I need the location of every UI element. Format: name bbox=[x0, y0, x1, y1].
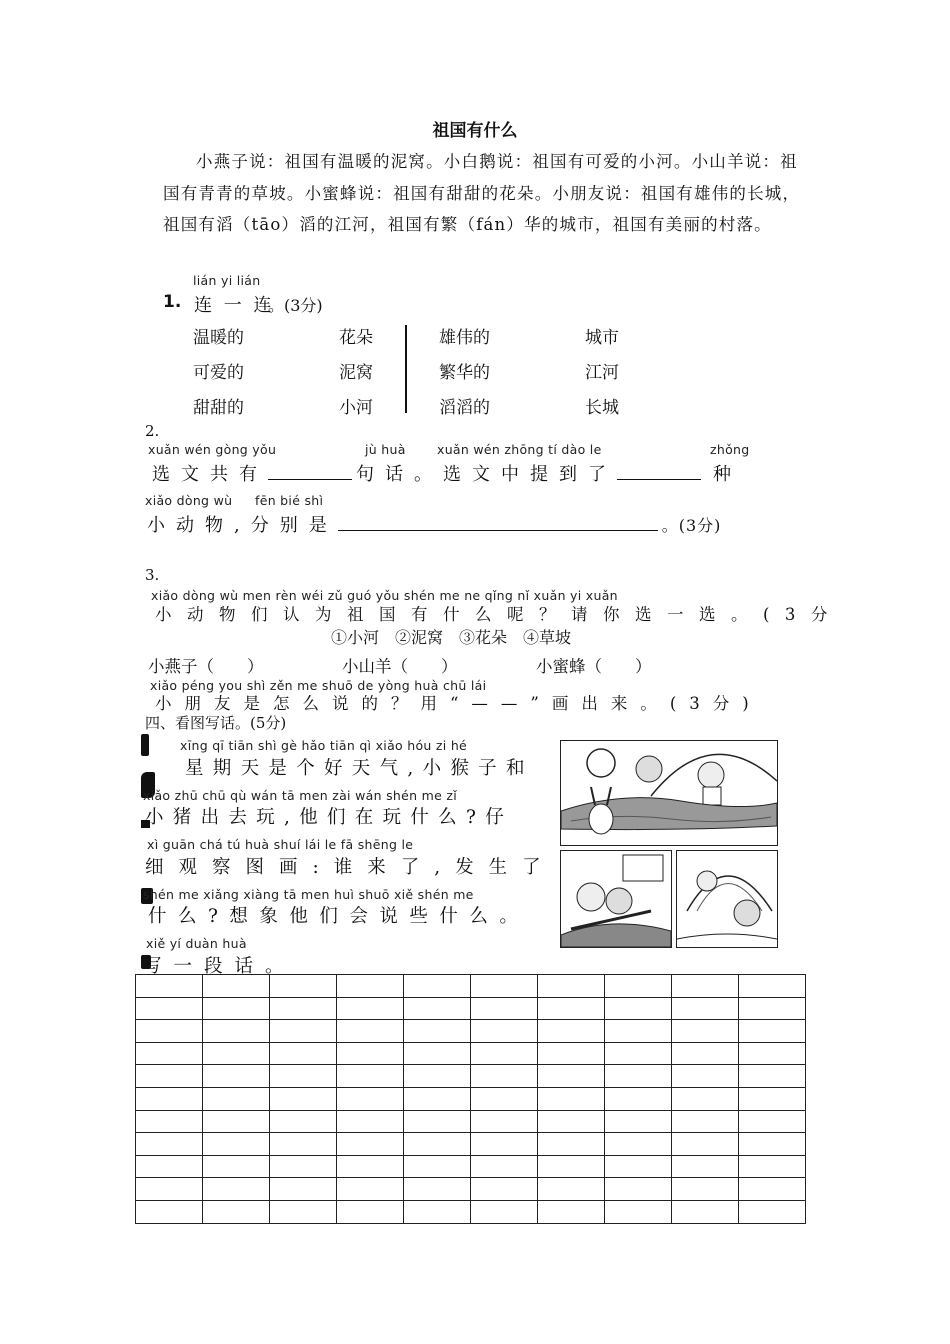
grid-cell[interactable] bbox=[471, 997, 538, 1020]
grid-cell[interactable] bbox=[203, 1087, 270, 1110]
grid-cell[interactable] bbox=[605, 1065, 672, 1088]
grid-cell[interactable] bbox=[605, 1020, 672, 1043]
q2-number: 2. bbox=[145, 422, 160, 440]
grid-cell[interactable] bbox=[404, 1087, 471, 1110]
grid-cell[interactable] bbox=[672, 1110, 739, 1133]
grid-cell[interactable] bbox=[270, 1110, 337, 1133]
grid-cell[interactable] bbox=[270, 1178, 337, 1201]
grid-cell[interactable] bbox=[605, 975, 672, 998]
q1-left-a-1: 温暖的 bbox=[193, 328, 244, 348]
grid-cell[interactable] bbox=[672, 1087, 739, 1110]
grid-cell[interactable] bbox=[404, 1020, 471, 1043]
grid-cell[interactable] bbox=[471, 975, 538, 998]
grid-cell[interactable] bbox=[739, 1065, 806, 1088]
grid-cell[interactable] bbox=[538, 1200, 605, 1223]
grid-cell[interactable] bbox=[404, 1178, 471, 1201]
grid-cell[interactable] bbox=[739, 1178, 806, 1201]
grid-cell[interactable] bbox=[538, 1178, 605, 1201]
q3-pinyin-2: xiǎo péng you shì zěn me shuō de yòng huà chū lái bbox=[150, 678, 487, 693]
q2-pinyin-1a: xuǎn wén gòng yǒu bbox=[148, 442, 277, 457]
q4-pinyin-1: xīng qī tiān shì gè hǎo tiān qì xiǎo hóu zi hé bbox=[180, 738, 468, 753]
q1-left-b-3: 小河 bbox=[339, 398, 373, 418]
q2-pinyin-1d: zhǒng bbox=[710, 442, 750, 457]
q4-line-4: 什么?想象他们会说些什么。 bbox=[148, 906, 530, 927]
grid-cell[interactable] bbox=[270, 1087, 337, 1110]
grid-cell[interactable] bbox=[136, 997, 203, 1020]
grid-cell[interactable] bbox=[337, 1155, 404, 1178]
grid-cell[interactable] bbox=[471, 1200, 538, 1223]
grid-cell[interactable] bbox=[337, 1110, 404, 1133]
grid-cell[interactable] bbox=[270, 997, 337, 1020]
grid-cell[interactable] bbox=[739, 1042, 806, 1065]
grid-cell[interactable] bbox=[471, 1155, 538, 1178]
grid-cell[interactable] bbox=[404, 1155, 471, 1178]
grid-cell[interactable] bbox=[739, 1110, 806, 1133]
grid-cell[interactable] bbox=[136, 1020, 203, 1043]
q2-line-2: 小动物,分别是 。(3分) bbox=[147, 511, 721, 537]
grid-cell[interactable] bbox=[270, 1200, 337, 1223]
q1-number: 1. bbox=[163, 292, 182, 312]
q4-line-2: 小猪出去玩,他们在玩什么?仔 bbox=[145, 807, 513, 828]
grid-cell[interactable] bbox=[337, 997, 404, 1020]
grid-row bbox=[136, 1178, 806, 1201]
grid-cell[interactable] bbox=[136, 1065, 203, 1088]
grid-cell[interactable] bbox=[605, 1200, 672, 1223]
q1-left-b-1: 花朵 bbox=[339, 328, 373, 348]
grid-row bbox=[136, 1155, 806, 1178]
q3-pinyin-1: xiǎo dòng wù men rèn wéi zǔ guó yǒu shén me ne qǐng nǐ xuǎn yi xuǎn bbox=[151, 588, 618, 603]
grid-cell[interactable] bbox=[471, 1042, 538, 1065]
grid-cell[interactable] bbox=[337, 1200, 404, 1223]
grid-cell[interactable] bbox=[538, 1020, 605, 1043]
grid-cell[interactable] bbox=[739, 1020, 806, 1043]
grid-cell[interactable] bbox=[337, 1042, 404, 1065]
grid-cell[interactable] bbox=[739, 975, 806, 998]
grid-cell[interactable] bbox=[739, 1155, 806, 1178]
grid-cell[interactable] bbox=[270, 975, 337, 998]
grid-cell[interactable] bbox=[136, 1133, 203, 1156]
q3-question-1: 小动物们认为祖国有什么呢？请你选一选。(3分 bbox=[155, 605, 843, 624]
grid-row bbox=[136, 1110, 806, 1133]
grid-cell[interactable] bbox=[337, 975, 404, 998]
q2-blank-animals[interactable] bbox=[338, 512, 658, 531]
q4-pinyin-3: xì guān chá tú huà shuí lái le fā shēng le bbox=[147, 837, 414, 852]
grid-cell[interactable] bbox=[270, 1042, 337, 1065]
grid-row bbox=[136, 1133, 806, 1156]
q4-heading: 四、看图写话。(5分) bbox=[145, 714, 287, 732]
grid-cell[interactable] bbox=[203, 1110, 270, 1133]
grid-row bbox=[136, 1042, 806, 1065]
q4-pinyin-4: shén me xiǎng xiàng tā men huì shuō xiě shén me bbox=[143, 887, 474, 902]
grid-cell[interactable] bbox=[203, 1042, 270, 1065]
grid-cell[interactable] bbox=[404, 1110, 471, 1133]
q1-right-b-3: 长城 bbox=[585, 398, 619, 418]
q3-animal-swallow: 小燕子（ ） bbox=[148, 657, 264, 676]
q1-left-a-3: 甜甜的 bbox=[193, 398, 244, 418]
q1-left-a-2: 可爱的 bbox=[193, 363, 244, 383]
q1-pinyin: lián yi lián bbox=[193, 273, 261, 288]
q3-options: ①小河 ②泥窝 ③花朵 ④草坡 bbox=[331, 628, 572, 647]
q4-line-5: 写一段话。 bbox=[143, 956, 296, 977]
grid-cell[interactable] bbox=[404, 1065, 471, 1088]
q3-question-2: 小朋友是怎么说的？用“——”画出来。(3分) bbox=[155, 694, 762, 713]
q1-label: 连 一 连 bbox=[194, 295, 275, 316]
grid-cell[interactable] bbox=[739, 997, 806, 1020]
grid-cell[interactable] bbox=[538, 1133, 605, 1156]
q2-pinyin-2a: xiǎo dòng wù bbox=[145, 493, 233, 508]
grid-cell[interactable] bbox=[203, 1065, 270, 1088]
q2-blank-kinds[interactable] bbox=[617, 461, 701, 480]
q2-pinyin-1c: xuǎn wén zhōng tí dào le bbox=[437, 442, 602, 457]
grid-cell[interactable] bbox=[270, 1065, 337, 1088]
grid-cell[interactable] bbox=[672, 1200, 739, 1223]
grid-cell[interactable] bbox=[538, 1110, 605, 1133]
grid-cell[interactable] bbox=[404, 975, 471, 998]
illustration-park-scene bbox=[560, 740, 778, 846]
illustration-rainbow-scene bbox=[676, 850, 778, 948]
q4-line-3: 细观察图画:谁来了,发生了 bbox=[145, 857, 556, 878]
grid-cell[interactable] bbox=[605, 1178, 672, 1201]
writing-grid[interactable] bbox=[135, 974, 806, 1224]
q1-left-b-2: 泥窝 bbox=[339, 363, 373, 383]
grid-cell[interactable] bbox=[471, 1110, 538, 1133]
grid-cell[interactable] bbox=[203, 1133, 270, 1156]
q3-animal-bee: 小蜜蜂（ ） bbox=[536, 657, 652, 676]
grid-cell[interactable] bbox=[270, 1020, 337, 1043]
q1-score: 。(3分) bbox=[268, 296, 323, 315]
grid-cell[interactable] bbox=[672, 975, 739, 998]
q4-pinyin-5: xiě yí duàn huà bbox=[146, 936, 247, 951]
grid-cell[interactable] bbox=[538, 997, 605, 1020]
grid-cell[interactable] bbox=[136, 1200, 203, 1223]
grid-cell[interactable] bbox=[538, 1065, 605, 1088]
grid-cell[interactable] bbox=[404, 1200, 471, 1223]
grid-cell[interactable] bbox=[605, 997, 672, 1020]
grid-cell[interactable] bbox=[136, 1042, 203, 1065]
q1-right-a-3: 滔滔的 bbox=[439, 398, 490, 418]
q2-pinyin-1b: jù huà bbox=[365, 442, 406, 457]
grid-cell[interactable] bbox=[672, 1133, 739, 1156]
q1-right-b-2: 江河 bbox=[585, 363, 619, 383]
grid-row bbox=[136, 997, 806, 1020]
grid-cell[interactable] bbox=[203, 975, 270, 998]
grid-cell[interactable] bbox=[337, 1087, 404, 1110]
grid-cell[interactable] bbox=[739, 1200, 806, 1223]
q2-line-1: 选文共有 句话。选文中提到了 种 bbox=[152, 460, 742, 486]
grid-row bbox=[136, 1020, 806, 1043]
grid-cell[interactable] bbox=[136, 975, 203, 998]
grid-row bbox=[136, 1087, 806, 1110]
grid-cell[interactable] bbox=[337, 1178, 404, 1201]
grid-cell[interactable] bbox=[471, 1133, 538, 1156]
q4-line-1: 星期天是个好天气,小猴子和 bbox=[185, 758, 534, 779]
q3-animal-goat: 小山羊（ ） bbox=[342, 657, 458, 676]
grid-cell[interactable] bbox=[605, 1087, 672, 1110]
grid-cell[interactable] bbox=[136, 1155, 203, 1178]
grid-cell[interactable] bbox=[672, 1042, 739, 1065]
q2-blank-sentences[interactable] bbox=[268, 461, 352, 480]
grid-cell[interactable] bbox=[337, 1133, 404, 1156]
q2-pinyin-2b: fēn bié shì bbox=[255, 493, 324, 508]
grid-cell[interactable] bbox=[672, 1155, 739, 1178]
grid-cell[interactable] bbox=[136, 1178, 203, 1201]
grid-cell[interactable] bbox=[471, 1087, 538, 1110]
scan-mark bbox=[141, 734, 149, 756]
grid-cell[interactable] bbox=[203, 1200, 270, 1223]
grid-cell[interactable] bbox=[538, 1087, 605, 1110]
grid-cell[interactable] bbox=[203, 1020, 270, 1043]
grid-cell[interactable] bbox=[739, 1087, 806, 1110]
q4-pinyin-2: xiǎo zhū chū qù wán tā men zài wán shén me zǐ bbox=[143, 788, 457, 803]
grid-cell[interactable] bbox=[672, 1178, 739, 1201]
grid-cell[interactable] bbox=[270, 1133, 337, 1156]
grid-cell[interactable] bbox=[538, 1155, 605, 1178]
grid-cell[interactable] bbox=[203, 1178, 270, 1201]
grid-cell[interactable] bbox=[538, 975, 605, 998]
passage: 小燕子说：祖国有温暖的泥窝。小白鹅说：祖国有可爱的小河。小山羊说：祖国有青青的草坡。小蜜蜂说：祖国有甜甜的花朵。小朋友说：祖国有雄伟的长城，祖国有滔（tāo）滔的江河，祖国有繁（fán）华的城市，祖国有美丽的村落。 bbox=[163, 152, 801, 234]
grid-cell[interactable] bbox=[672, 997, 739, 1020]
grid-cell[interactable] bbox=[404, 997, 471, 1020]
page-title: 祖国有什么 bbox=[432, 121, 518, 141]
grid-cell[interactable] bbox=[605, 1155, 672, 1178]
grid-cell[interactable] bbox=[471, 1178, 538, 1201]
grid-cell[interactable] bbox=[404, 1042, 471, 1065]
grid-cell[interactable] bbox=[404, 1133, 471, 1156]
grid-cell[interactable] bbox=[538, 1042, 605, 1065]
grid-cell[interactable] bbox=[136, 1110, 203, 1133]
grid-row bbox=[136, 975, 806, 998]
grid-cell[interactable] bbox=[605, 1133, 672, 1156]
grid-cell[interactable] bbox=[337, 1020, 404, 1043]
grid-cell[interactable] bbox=[739, 1133, 806, 1156]
grid-cell[interactable] bbox=[136, 1087, 203, 1110]
q1-right-b-1: 城市 bbox=[585, 328, 619, 348]
grid-row bbox=[136, 1065, 806, 1088]
grid-cell[interactable] bbox=[203, 997, 270, 1020]
grid-cell[interactable] bbox=[672, 1065, 739, 1088]
grid-cell[interactable] bbox=[203, 1155, 270, 1178]
grid-cell[interactable] bbox=[471, 1065, 538, 1088]
grid-cell[interactable] bbox=[270, 1155, 337, 1178]
grid-row bbox=[136, 1200, 806, 1223]
q1-right-a-1: 雄伟的 bbox=[439, 328, 490, 348]
q1-right-a-2: 繁华的 bbox=[439, 363, 490, 383]
q3-number: 3. bbox=[145, 566, 160, 584]
grid-cell[interactable] bbox=[471, 1020, 538, 1043]
q1-divider bbox=[405, 325, 407, 413]
grid-cell[interactable] bbox=[605, 1110, 672, 1133]
grid-cell[interactable] bbox=[672, 1020, 739, 1043]
grid-cell[interactable] bbox=[337, 1065, 404, 1088]
illustration-friends-talking bbox=[560, 850, 672, 948]
grid-cell[interactable] bbox=[605, 1042, 672, 1065]
